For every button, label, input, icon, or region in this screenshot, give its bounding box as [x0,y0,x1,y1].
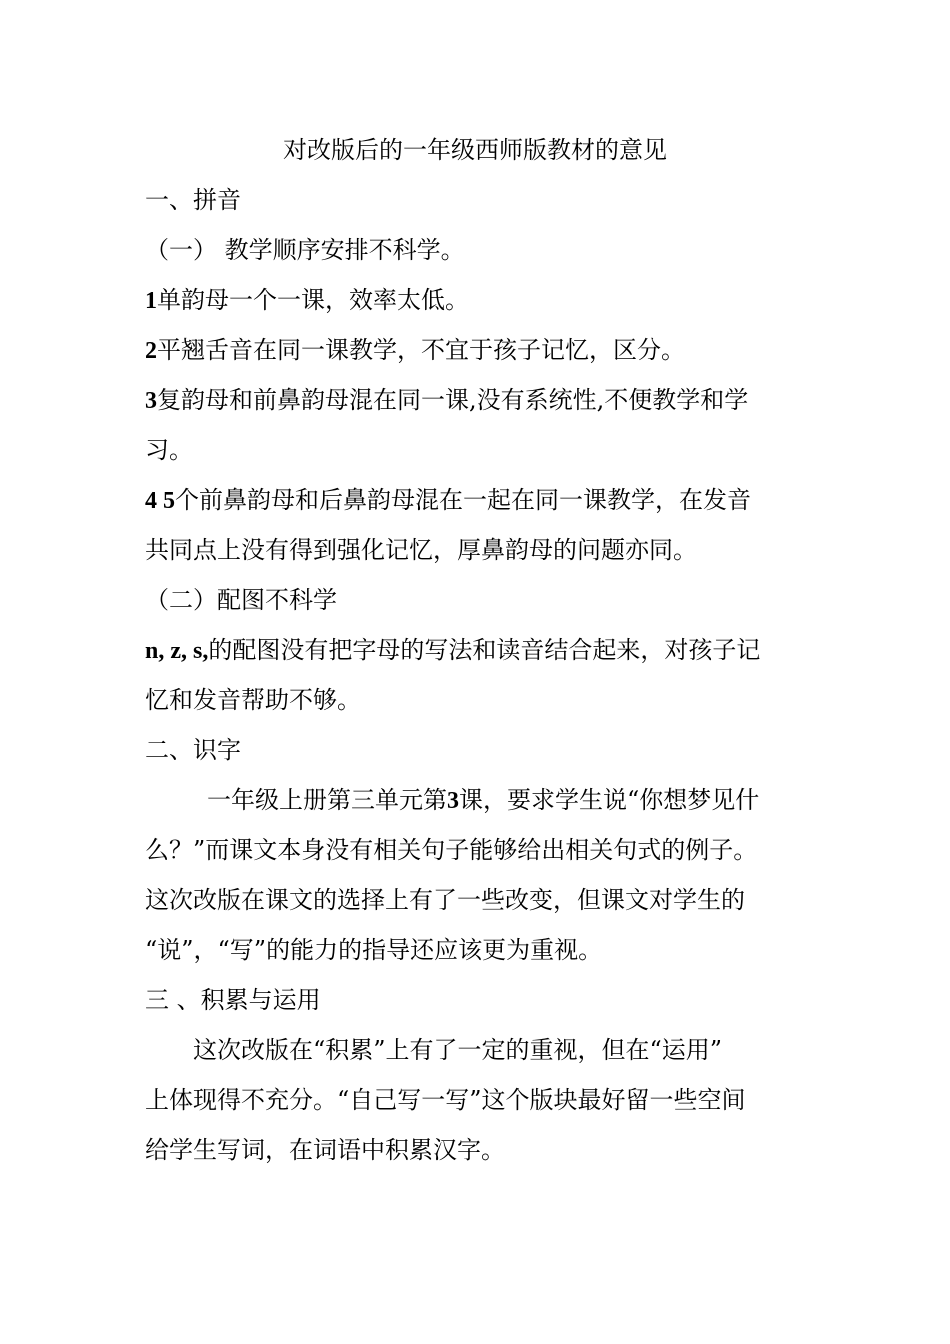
list-item [145,380,810,421]
paragraph-line: 给学生写词，在词语中积累汉字。 [145,1136,505,1164]
paragraph-line: “说”，“写”的能力的指导还应该更为重视。 [145,936,603,964]
paragraph-line: 这次改版在课文的选择上有了一些改变，但课文对学生的 [145,886,745,914]
paragraph-line [145,630,810,671]
paragraph-line [145,780,810,821]
subsection-heading-order [145,230,810,270]
list-item-text: 单韵母一个一课，效率太低。 [157,286,469,314]
list-item-number: 3 [145,388,157,414]
paragraph-line: 这次改版在“积累”上有了一定的重视，但在“运用” [193,1036,723,1064]
list-item-continuation: 共同点上没有得到强化记忆，厚鼻韵母的问题亦同。 [145,536,697,564]
paragraph-line: 上体现得不充分。“自己写一写”这个版块最好留一些空间 [145,1086,746,1114]
list-item-text: 复韵母和前鼻韵母混在同一课,没有系统性,不便教学和学 [157,386,749,414]
section-heading-literacy: 二、识字 [145,736,241,764]
list-item [145,280,810,321]
list-item-number: 2 [145,338,157,364]
document-title: 对改版后的一年级西师版教材的意见 [283,136,667,164]
list-item [145,480,810,521]
section-heading-pinyin: 一、拼音 [145,186,241,214]
section-heading-accumulation: 三 、积累与运用 [145,986,321,1014]
lesson-number: 3 [447,788,459,814]
paragraph-text: 课，要求学生说“你想梦见什 [459,786,760,814]
paragraph-line: 忆和发音帮助不够。 [145,686,361,714]
paragraph-line: 么？”而课文本身没有相关句子能够给出相关句式的例子。 [145,836,758,864]
paragraph-text: 一年级上册第三单元第 [207,786,447,814]
list-item-text: 个前鼻韵母和后鼻韵母混在一起在同一课教学，在发音 [175,486,751,514]
list-item-text: 平翘舌音在同一课教学，不宜于孩子记忆，区分。 [157,336,685,364]
list-item-number: 4 5 [145,488,175,514]
letter-list: n, z, s, [145,638,209,664]
subsection-heading-illustration: （二）配图不科学 [145,586,337,614]
subsection-heading-order-text: （一） 教学顺序安排不科学。 [145,236,465,264]
list-item-continuation: 习。 [145,436,193,464]
paragraph-text: 的配图没有把字母的写法和读音结合起来，对孩子记 [208,636,761,664]
list-item-number: 1 [145,288,157,314]
list-item [145,330,810,371]
